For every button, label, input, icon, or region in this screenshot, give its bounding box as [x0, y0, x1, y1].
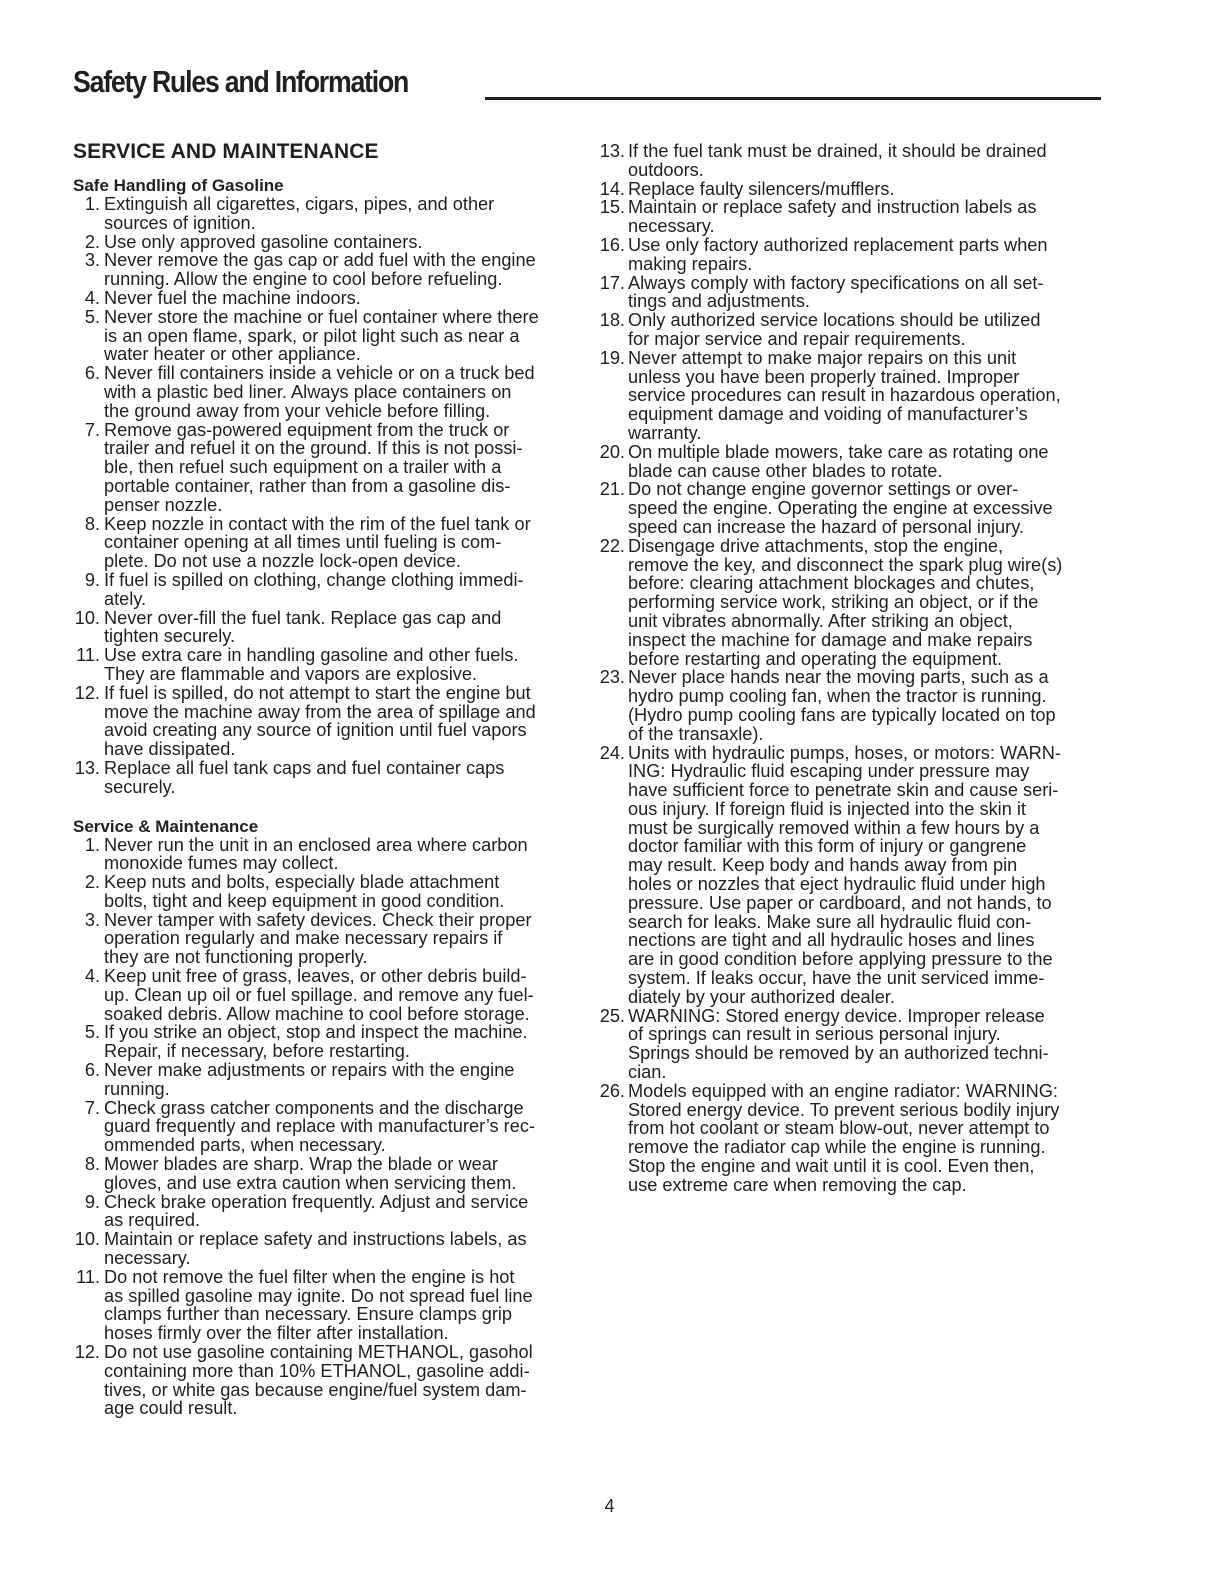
item-line: Never tamper with safety devices. Check their proper: [104, 909, 532, 930]
item-line: Replace all fuel tank caps and fuel container caps: [104, 757, 505, 778]
item-number: 3.: [84, 250, 100, 271]
item-number: 18.: [599, 310, 625, 331]
item-line: Do not remove the fuel filter when the engine is hot: [104, 1266, 515, 1287]
list-item: [597, 236, 1107, 274]
item-number: 15.: [599, 197, 625, 218]
item-line: trailer and refuel it on the ground. If this is not possi-: [104, 438, 523, 459]
item-line: Repair, if necessary, before restarting.: [104, 1041, 410, 1062]
item-line: as spilled gasoline may ignite. Do not spread fuel line: [104, 1285, 533, 1306]
item-line: On multiple blade mowers, take care as rotating one: [628, 441, 1049, 462]
item-number: 24.: [599, 742, 625, 763]
item-line: Remove gas-powered equipment from the truck or: [104, 419, 510, 440]
item-line: have dissipated.: [104, 739, 236, 760]
item-line: warranty.: [628, 422, 702, 443]
item-line: tives, or white gas because engine/fuel system dam-: [104, 1379, 527, 1400]
item-number: 17.: [599, 272, 625, 293]
item-number: 23.: [599, 667, 625, 688]
item-number: 9.: [84, 1191, 100, 1212]
item-number: 1.: [84, 194, 100, 214]
item-line: of springs can result in serious personal injury.: [628, 1024, 1001, 1045]
item-number: 12.: [74, 682, 100, 703]
gasoline-heading: Safe Handling of Gasoline: [73, 176, 284, 195]
item-line: ately.: [104, 588, 147, 609]
item-line: Springs should be removed by an authorized techni-: [628, 1043, 1049, 1064]
list-item: [73, 684, 578, 759]
list-item: [73, 195, 578, 233]
item-line: Do not change engine governor settings or over-: [628, 479, 1019, 500]
item-line: Never place hands near the moving parts, such as a: [628, 667, 1049, 688]
list-item: [597, 668, 1107, 743]
list-item: [73, 1230, 578, 1268]
item-line: gloves, and use extra caution when servicing them.: [104, 1172, 517, 1193]
item-line: Use only factory authorized replacement parts when: [628, 234, 1048, 255]
item-line: before restarting and operating the equipment.: [628, 648, 1003, 669]
item-line: Never fuel the machine indoors.: [104, 287, 361, 308]
item-line: water heater or other appliance.: [104, 344, 361, 365]
item-number: 6.: [84, 363, 100, 384]
item-line: have sufficient force to penetrate skin and cause seri-: [628, 780, 1059, 801]
item-line: doctor familiar with this form of injury or gangrene: [628, 836, 1027, 857]
item-number: 2.: [84, 872, 100, 893]
item-line: remove the key, and disconnect the spark plug wire(s): [628, 554, 1063, 575]
item-number: 13.: [74, 757, 100, 778]
list-item: [73, 1268, 578, 1343]
list-item: [73, 1061, 578, 1099]
item-line: speed the engine. Operating the engine at excessive: [628, 498, 1053, 519]
list-item: [73, 609, 578, 647]
item-line: outdoors.: [628, 159, 704, 180]
item-line: may result. Keep body and hands away from pin: [628, 855, 1018, 876]
list-item: [73, 1193, 578, 1231]
item-number: 7.: [84, 1097, 100, 1118]
item-line: for major service and repair requirements.: [628, 328, 966, 349]
item-line: Replace faulty silencers/mufflers.: [628, 178, 895, 199]
item-number: 26.: [599, 1080, 625, 1101]
item-line: Never remove the gas cap or add fuel with the engine: [104, 250, 536, 271]
item-line: Never make adjustments or repairs with the engine: [104, 1060, 515, 1081]
list-item: [73, 421, 578, 515]
list-item: [73, 759, 578, 797]
item-line: the ground away from your vehicle before filling.: [104, 400, 491, 421]
item-line: Use only approved gasoline containers.: [104, 231, 423, 252]
item-line: diately by your authorized dealer.: [628, 986, 895, 1007]
item-line: ble, then refuel such equipment on a trailer with a: [104, 457, 502, 478]
title-rule: [485, 97, 1101, 100]
item-number: 5.: [84, 1022, 100, 1043]
item-number: 16.: [599, 234, 625, 255]
item-number: 20.: [599, 441, 625, 462]
service-list-right: [597, 142, 1107, 1195]
item-number: 4.: [84, 966, 100, 987]
item-line: system. If leaks occur, have the unit serviced imme-: [628, 968, 1045, 989]
section-heading: SERVICE AND MAINTENANCE: [73, 140, 379, 163]
list-item: [73, 251, 578, 289]
list-item: [597, 142, 1107, 180]
item-line: performing service work, striking an object, or if the: [628, 592, 1039, 613]
item-line: speed can increase the hazard of personal injury.: [628, 516, 1024, 537]
item-line: If the fuel tank must be drained, it should be drained: [628, 141, 1047, 161]
item-line: is an open flame, spark, or pilot light such as near a: [104, 325, 520, 346]
item-line: use extreme care when removing the cap.: [628, 1174, 967, 1195]
list-item: [73, 289, 578, 308]
item-line: Never fill containers inside a vehicle or on a truck bed: [104, 363, 535, 384]
item-number: 11.: [76, 645, 100, 666]
item-line: Maintain or replace safety and instructions labels, as: [104, 1229, 527, 1250]
list-item: [597, 443, 1107, 481]
item-line: Always comply with factory specifications on all set-: [628, 272, 1044, 293]
item-line: bolts, tight and keep equipment in good condition.: [104, 890, 505, 911]
item-line: sources of ignition.: [104, 212, 256, 233]
item-line: nections are tight and all hydraulic hoses and lines: [628, 930, 1035, 951]
item-line: tighten securely.: [104, 626, 236, 647]
item-line: If you strike an object, stop and inspect the machine.: [104, 1022, 528, 1043]
item-line: Keep nozzle in contact with the rim of the fuel tank or: [104, 513, 531, 534]
item-line: If fuel is spilled, do not attempt to start the engine but: [104, 682, 531, 703]
item-line: cian.: [628, 1062, 667, 1083]
item-line: running.: [104, 1078, 170, 1099]
item-line: Models equipped with an engine radiator: WARNING:: [628, 1080, 1058, 1101]
item-line: ous injury. If foreign fluid is injected into the skin it: [628, 798, 1026, 819]
list-item: [73, 1099, 578, 1155]
list-item: [73, 308, 578, 364]
page-title: Safety Rules and Information: [73, 64, 409, 99]
item-number: 3.: [84, 909, 100, 930]
item-line: from hot coolant or steam blow-out, never attempt to: [628, 1118, 1050, 1139]
item-line: containing more than 10% ETHANOL, gasoline addi-: [104, 1360, 530, 1381]
item-number: 12.: [74, 1342, 100, 1363]
item-line: Stored energy device. To prevent serious bodily injury: [628, 1099, 1060, 1120]
item-number: 6.: [84, 1060, 100, 1081]
item-line: Units with hydraulic pumps, hoses, or motors: WARN-: [628, 742, 1061, 763]
item-line: Never attempt to make major repairs on this unit: [628, 347, 1017, 368]
item-line: holes or nozzles that eject hydraulic fluid under high: [628, 874, 1046, 895]
item-number: 4.: [84, 287, 100, 308]
list-item: [597, 311, 1107, 349]
list-item: [597, 744, 1107, 1007]
item-line: operation regularly and make necessary repairs if: [104, 928, 503, 949]
list-item: [597, 480, 1107, 536]
list-item: [597, 349, 1107, 443]
item-line: ING: Hydraulic fluid escaping under pressure may: [628, 761, 1030, 782]
item-line: necessary.: [104, 1248, 191, 1269]
item-number: 21.: [599, 479, 625, 500]
list-item: [73, 873, 578, 911]
item-line: they are not functioning properly.: [104, 947, 368, 968]
item-line: as required.: [104, 1210, 201, 1231]
item-line: portable container, rather than from a gasoline dis-: [104, 475, 511, 496]
item-line: Do not use gasoline containing METHANOL, gasohol: [104, 1342, 533, 1363]
item-line: with a plastic bed liner. Always place containers on: [104, 381, 512, 402]
item-line: monoxide fumes may collect.: [104, 853, 339, 874]
item-line: must be surgically removed within a few hours by a: [628, 817, 1040, 838]
item-line: plete. Do not use a nozzle lock-open device.: [104, 551, 461, 572]
item-line: Check brake operation frequently. Adjust and service: [104, 1191, 529, 1212]
item-number: 7.: [84, 419, 100, 440]
gasoline-list: [73, 195, 578, 797]
item-line: blade can cause other blades to rotate.: [628, 460, 943, 481]
item-line: move the machine away from the area of spillage and: [104, 701, 536, 722]
list-item: [73, 967, 578, 1023]
list-item: [73, 911, 578, 967]
item-number: 8.: [84, 513, 100, 534]
page-number: 4: [604, 1496, 615, 1516]
item-line: inspect the machine for damage and make repairs: [628, 629, 1033, 650]
item-line: before: clearing attachment blockages and chutes,: [628, 573, 1035, 594]
item-line: of the transaxle).: [628, 723, 764, 744]
item-number: 14.: [599, 178, 625, 199]
item-line: securely.: [104, 776, 176, 797]
item-line: making repairs.: [628, 253, 753, 274]
item-line: ommended parts, when necessary.: [104, 1135, 386, 1156]
item-line: tings and adjustments.: [628, 291, 810, 312]
item-line: If fuel is spilled on clothing, change clothing immedi-: [104, 569, 524, 590]
item-line: Disengage drive attachments, stop the engine,: [628, 535, 1004, 556]
item-number: 5.: [84, 306, 100, 327]
item-line: (Hydro pump cooling fans are typically located on top: [628, 704, 1056, 725]
list-item: [73, 364, 578, 420]
item-line: service procedures can result in hazardous operation,: [628, 385, 1061, 406]
item-number: 1.: [84, 834, 100, 855]
item-number: 13.: [599, 141, 625, 161]
service-list-left: [73, 836, 578, 1419]
item-line: running. Allow the engine to cool before refueling.: [104, 269, 503, 290]
item-line: Never run the unit in an enclosed area where carbon: [104, 834, 528, 855]
list-item: [597, 1007, 1107, 1082]
item-line: search for leaks. Make sure all hydraulic fluid con-: [628, 911, 1032, 932]
list-item: [73, 1023, 578, 1061]
list-item: [597, 274, 1107, 312]
item-line: equipment damage and voiding of manufacturer’s: [628, 404, 1028, 425]
item-number: 10.: [74, 607, 100, 628]
item-line: Stop the engine and wait until it is cool. Even then,: [628, 1156, 1035, 1177]
item-line: are in good condition before applying pressure to the: [628, 949, 1053, 970]
right-column: [597, 142, 1107, 1195]
item-number: 10.: [74, 1229, 100, 1250]
item-line: age could result.: [104, 1398, 238, 1419]
item-number: 11.: [76, 1266, 100, 1287]
item-line: penser nozzle.: [104, 494, 223, 515]
list-item: [73, 1155, 578, 1193]
item-line: Check grass catcher components and the discharge: [104, 1097, 524, 1118]
item-line: container opening at all times until fueling is com-: [104, 532, 502, 553]
item-line: Maintain or replace safety and instruction labels as: [628, 197, 1037, 218]
list-item: [73, 646, 578, 684]
item-number: 9.: [84, 569, 100, 590]
item-line: remove the radiator cap while the engine is running.: [628, 1137, 1046, 1158]
list-item: [73, 1343, 578, 1418]
item-number: 2.: [84, 231, 100, 252]
item-line: unit vibrates abnormally. After striking an object,: [628, 610, 1013, 631]
item-line: WARNING: Stored energy device. Improper release: [628, 1005, 1045, 1026]
item-number: 19.: [599, 347, 625, 368]
item-line: They are flammable and vapors are explosive.: [104, 663, 478, 684]
item-line: pressure. Use paper or cardboard, and not hands, to: [628, 892, 1052, 913]
item-line: Mower blades are sharp. Wrap the blade or wear: [104, 1154, 498, 1175]
item-number: 22.: [599, 535, 625, 556]
item-line: Extinguish all cigarettes, cigars, pipes, and other: [104, 194, 495, 214]
list-item: [597, 180, 1107, 199]
item-line: Use extra care in handling gasoline and other fuels.: [104, 645, 519, 666]
item-line: up. Clean up oil or fuel spillage. and remove any fuel-: [104, 984, 534, 1005]
list-item: [597, 198, 1107, 236]
left-column: [73, 140, 578, 1418]
list-item: [597, 537, 1107, 669]
item-number: 8.: [84, 1154, 100, 1175]
item-number: 25.: [599, 1005, 625, 1026]
item-line: soaked debris. Allow machine to cool before storage.: [104, 1003, 530, 1024]
item-line: hydro pump cooling fan, when the tractor is running.: [628, 686, 1047, 707]
item-line: unless you have been properly trained. Improper: [628, 366, 1020, 387]
service-heading: Service & Maintenance: [73, 816, 259, 836]
item-line: clamps further than necessary. Ensure clamps grip: [104, 1304, 513, 1325]
list-item: [73, 836, 578, 874]
list-item: [73, 233, 578, 252]
list-item: [73, 571, 578, 609]
item-line: Keep unit free of grass, leaves, or other debris build-: [104, 966, 527, 987]
item-line: Keep nuts and bolts, especially blade attachment: [104, 872, 500, 893]
item-line: avoid creating any source of ignition until fuel vapors: [104, 720, 527, 741]
item-line: Only authorized service locations should be utilized: [628, 310, 1041, 331]
item-line: Never store the machine or fuel container where there: [104, 306, 539, 327]
list-item: [73, 515, 578, 571]
item-line: hoses firmly over the filter after installation.: [104, 1323, 449, 1344]
list-item: [597, 1082, 1107, 1195]
item-line: guard frequently and replace with manufacturer’s rec-: [104, 1116, 536, 1137]
item-line: necessary.: [628, 216, 715, 237]
item-line: Never over-fill the fuel tank. Replace gas cap and: [104, 607, 502, 628]
